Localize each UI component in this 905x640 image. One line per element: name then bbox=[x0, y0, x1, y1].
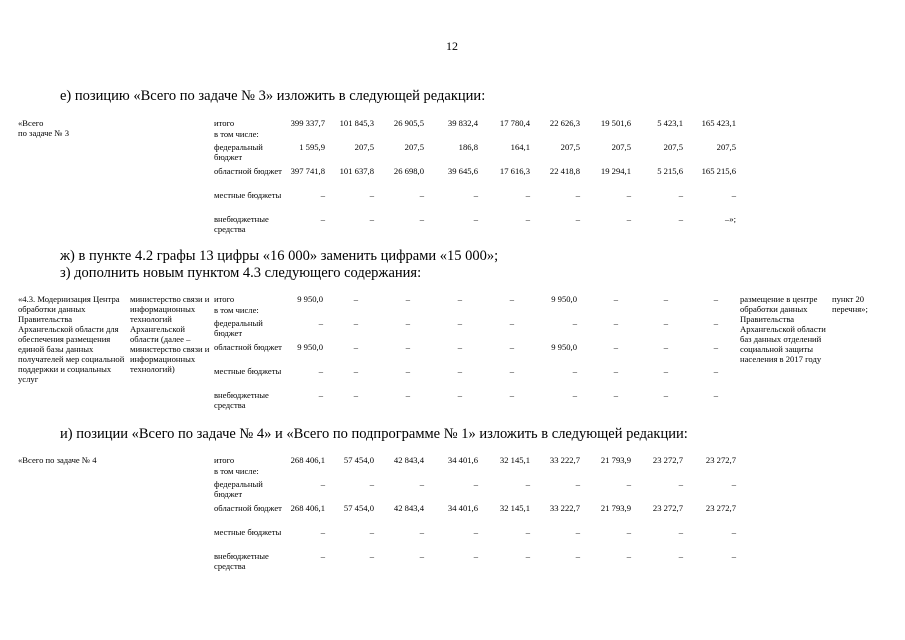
table-cell: – bbox=[457, 366, 462, 376]
table-cell: 399 337,7 bbox=[290, 118, 325, 128]
table-cell: – bbox=[572, 318, 577, 328]
table-cell: – bbox=[405, 366, 410, 376]
table-cell: – bbox=[419, 551, 424, 561]
table-cell: 5 215,6 bbox=[657, 166, 683, 176]
row-label: итого bbox=[214, 294, 235, 304]
table-cell: – bbox=[318, 318, 323, 328]
table-cell: 1 595,9 bbox=[299, 142, 325, 152]
table3-name: «Всего по задаче № 3 bbox=[18, 118, 70, 138]
table-cell: – bbox=[731, 190, 736, 200]
row-label: в том числе: bbox=[214, 466, 259, 476]
table-cell: 9 950,0 bbox=[297, 342, 323, 352]
table-cell: 9 950,0 bbox=[297, 294, 323, 304]
table-cell: – bbox=[678, 527, 683, 537]
table-cell: – bbox=[613, 366, 618, 376]
table-cell: 207,5 bbox=[404, 142, 424, 152]
table-cell: 207,5 bbox=[611, 142, 631, 152]
row-label: федеральный бюджет bbox=[214, 318, 263, 338]
table-cell: – bbox=[713, 342, 718, 352]
table-cell: – bbox=[626, 527, 631, 537]
table-cell: 17 616,3 bbox=[499, 166, 530, 176]
table-cell: – bbox=[473, 479, 478, 489]
row-label: местные бюджеты bbox=[214, 527, 282, 537]
table-cell: – bbox=[369, 551, 374, 561]
table-cell: – bbox=[713, 294, 718, 304]
table-cell: 17 780,4 bbox=[499, 118, 530, 128]
table-cell: – bbox=[320, 190, 325, 200]
table-cell: – bbox=[575, 479, 580, 489]
table-cell: – bbox=[575, 551, 580, 561]
table-cell: – bbox=[509, 342, 514, 352]
table4-name: «Всего по задаче № 4 bbox=[18, 455, 97, 465]
row-label: итого bbox=[214, 455, 235, 465]
table-cell: 57 454,0 bbox=[343, 455, 374, 465]
table-cell: – bbox=[572, 366, 577, 376]
table-cell: – bbox=[405, 318, 410, 328]
table-cell: 22 418,8 bbox=[549, 166, 580, 176]
table-cell: – bbox=[525, 479, 530, 489]
table-cell: 165 215,6 bbox=[701, 166, 736, 176]
table-cell: – bbox=[405, 342, 410, 352]
table-cell: – bbox=[473, 214, 478, 224]
table-cell: – bbox=[713, 366, 718, 376]
table-cell: – bbox=[713, 318, 718, 328]
table-cell: – bbox=[405, 294, 410, 304]
table-cell: 19 294,1 bbox=[600, 166, 631, 176]
table-cell: – bbox=[369, 214, 374, 224]
table-cell: – bbox=[678, 190, 683, 200]
table-cell: – bbox=[663, 366, 668, 376]
table-cell: 207,5 bbox=[354, 142, 374, 152]
table-cell: – bbox=[525, 214, 530, 224]
table-cell: – bbox=[626, 190, 631, 200]
table-cell: 42 843,4 bbox=[393, 503, 424, 513]
table-cell: – bbox=[613, 342, 618, 352]
table-cell: 26 698,0 bbox=[393, 166, 424, 176]
table-cell: 9 950,0 bbox=[551, 342, 577, 352]
table-cell: – bbox=[575, 190, 580, 200]
table-cell: – bbox=[663, 390, 668, 400]
table-cell: – bbox=[525, 527, 530, 537]
table-cell: – bbox=[405, 390, 410, 400]
row-label: внебюджетные средства bbox=[214, 214, 269, 234]
table-cell: 42 843,4 bbox=[393, 455, 424, 465]
table-cell: – bbox=[509, 318, 514, 328]
table-cell: – bbox=[369, 190, 374, 200]
table-cell: – bbox=[572, 390, 577, 400]
table-cell: – bbox=[509, 294, 514, 304]
table-cell: 34 401,6 bbox=[447, 503, 478, 513]
table-cell: 33 222,7 bbox=[549, 503, 580, 513]
row-label: внебюджетные средства bbox=[214, 551, 269, 571]
table-cell: 9 950,0 bbox=[551, 294, 577, 304]
table-cell: –»; bbox=[725, 214, 736, 224]
table-cell: – bbox=[575, 214, 580, 224]
table-cell: – bbox=[419, 214, 424, 224]
table43-ref: пункт 20 перечня»; bbox=[832, 294, 868, 314]
table-cell: – bbox=[731, 551, 736, 561]
table43-name: «4.3. Модернизация Центра обработки данных Правительства Архангельской области для обеспечения размещения единой базы данных получателей мер социальной поддержки и социальных услуг bbox=[18, 294, 125, 384]
row-label: федеральный бюджет bbox=[214, 479, 263, 499]
row-label: внебюджетные средства bbox=[214, 390, 269, 410]
table-cell: – bbox=[473, 551, 478, 561]
table-cell: – bbox=[613, 294, 618, 304]
table43-result: размещение в центре обработки данных Правительства Архангельской области баз данных отделений социальной защиты населения в 2017 году bbox=[740, 294, 826, 364]
page-number: 12 bbox=[446, 39, 458, 53]
row-label: в том числе: bbox=[214, 305, 259, 315]
table-cell: 39 832,4 bbox=[447, 118, 478, 128]
row-label: местные бюджеты bbox=[214, 190, 282, 200]
table-cell: – bbox=[663, 342, 668, 352]
table-cell: 22 626,3 bbox=[549, 118, 580, 128]
table-cell: 101 637,8 bbox=[339, 166, 374, 176]
table-cell: – bbox=[663, 294, 668, 304]
table-cell: – bbox=[457, 390, 462, 400]
table-cell: 33 222,7 bbox=[549, 455, 580, 465]
table-cell: 39 645,6 bbox=[447, 166, 478, 176]
table-cell: – bbox=[678, 214, 683, 224]
table-cell: – bbox=[320, 214, 325, 224]
instruction-e: е) позицию «Всего по задаче № 3» изложить в следующей редакции: bbox=[60, 88, 486, 104]
table-cell: – bbox=[318, 390, 323, 400]
table-cell: – bbox=[525, 551, 530, 561]
row-label: итого bbox=[214, 118, 235, 128]
row-label: областной бюджет bbox=[214, 342, 282, 352]
table-cell: – bbox=[318, 366, 323, 376]
table-cell: 57 454,0 bbox=[343, 503, 374, 513]
table-cell: – bbox=[509, 366, 514, 376]
row-label: федеральный бюджет bbox=[214, 142, 263, 162]
table-cell: – bbox=[457, 342, 462, 352]
table-cell: 207,5 bbox=[716, 142, 736, 152]
table-cell: 5 423,1 bbox=[657, 118, 683, 128]
table-cell: – bbox=[713, 390, 718, 400]
table-cell: – bbox=[419, 479, 424, 489]
table-cell: 26 905,5 bbox=[393, 118, 424, 128]
table-cell: – bbox=[353, 366, 358, 376]
table-cell: – bbox=[473, 190, 478, 200]
table-cell: 101 845,3 bbox=[339, 118, 374, 128]
table-cell: 32 145,1 bbox=[499, 455, 530, 465]
table-cell: – bbox=[369, 527, 374, 537]
table-cell: – bbox=[457, 294, 462, 304]
table-cell: – bbox=[575, 527, 580, 537]
table-cell: 165 423,1 bbox=[701, 118, 736, 128]
table-cell: – bbox=[320, 479, 325, 489]
table-cell: 397 741,8 bbox=[290, 166, 325, 176]
table-cell: – bbox=[419, 190, 424, 200]
table-cell: 23 272,7 bbox=[652, 455, 683, 465]
table-cell: – bbox=[613, 318, 618, 328]
table-cell: 268 406,1 bbox=[290, 455, 325, 465]
table-cell: – bbox=[663, 318, 668, 328]
table-cell: – bbox=[320, 527, 325, 537]
table-cell: – bbox=[678, 551, 683, 561]
table-cell: – bbox=[369, 479, 374, 489]
table-cell: 19 501,6 bbox=[600, 118, 631, 128]
table-cell: – bbox=[731, 479, 736, 489]
table-cell: – bbox=[613, 390, 618, 400]
table-cell: 34 401,6 bbox=[447, 455, 478, 465]
row-label: в том числе: bbox=[214, 129, 259, 139]
table-cell: – bbox=[525, 190, 530, 200]
table-cell: – bbox=[353, 390, 358, 400]
table-cell: 164,1 bbox=[510, 142, 530, 152]
instruction-z: з) дополнить новым пунктом 4.3 следующего содержания: bbox=[60, 265, 422, 281]
table-cell: – bbox=[626, 551, 631, 561]
row-label: областной бюджет bbox=[214, 503, 282, 513]
table-cell: – bbox=[320, 551, 325, 561]
table-cell: – bbox=[353, 342, 358, 352]
table-cell: 32 145,1 bbox=[499, 503, 530, 513]
table-cell: 21 793,9 bbox=[600, 503, 631, 513]
table-cell: 21 793,9 bbox=[600, 455, 631, 465]
table43-executor: министерство связи и информационных технологий Архангельской области (далее – министерство связи и информационных технологий) bbox=[130, 294, 210, 374]
table-cell: – bbox=[626, 479, 631, 489]
table-cell: – bbox=[457, 318, 462, 328]
table-cell: 207,5 bbox=[663, 142, 683, 152]
table-cell: 23 272,7 bbox=[705, 455, 736, 465]
table-cell: – bbox=[731, 527, 736, 537]
table-cell: – bbox=[353, 318, 358, 328]
row-label: местные бюджеты bbox=[214, 366, 282, 376]
table-cell: – bbox=[626, 214, 631, 224]
table-cell: – bbox=[678, 479, 683, 489]
row-label: областной бюджет bbox=[214, 166, 282, 176]
table-cell: 268 406,1 bbox=[290, 503, 325, 513]
table-cell: 207,5 bbox=[560, 142, 580, 152]
table-cell: – bbox=[509, 390, 514, 400]
table-cell: – bbox=[353, 294, 358, 304]
table-cell: 23 272,7 bbox=[705, 503, 736, 513]
table-cell: – bbox=[473, 527, 478, 537]
table-cell: 186,8 bbox=[458, 142, 478, 152]
instruction-zh: ж) в пункте 4.2 графы 13 цифры «16 000» заменить цифрами «15 000»; bbox=[60, 248, 499, 264]
table-cell: – bbox=[419, 527, 424, 537]
table-cell: 23 272,7 bbox=[652, 503, 683, 513]
instruction-i: и) позиции «Всего по задаче № 4» и «Всего по подпрограмме № 1» изложить в следующей редакции: bbox=[60, 426, 688, 442]
